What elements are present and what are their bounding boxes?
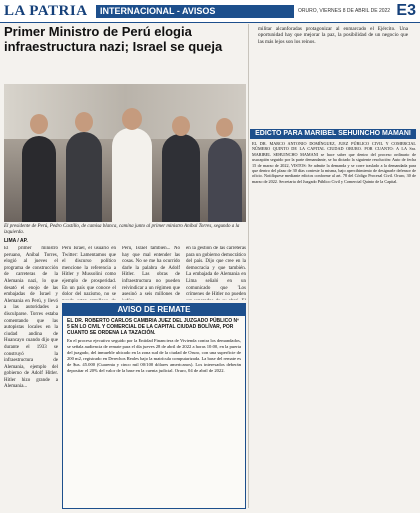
- masthead: [0, 0, 420, 23]
- remate-intro: EL DR. ROBERTO CARLOS CAMBRIA JUEZ DEL JUZGADO PÚBLICO Nº 5 EN LO CIVIL Y COMERCIAL DE LA CAPITAL CIUDAD BOLÍVAR, POR CUANTO SE ORDENA LA TAZACIÓN.: [67, 318, 239, 336]
- edicto-body: EL DR. MARCO ANTONIO DOMÍNGUEZ, JUEZ PÚBLICO CIVIL Y COMERCIAL NÚMERO QUINTO DE LA CAPITAL CIUDAD ORURO. POR CUANTO: A LA Sra. MARIBEL SEHUINCHO MAMANI se hace saber que dentro del proceso ordinario de usucapión seguido por la parte demandante, se ha dictado la siguiente resolución: Auto de fecha 15 de marzo de 2022, VISTOS: Se admite la demanda y se corre traslado a la demandada para que dentro del plazo de 30 días conteste la misma, bajo apercibimiento de designarle defensor de oficio. Notifíquese mediante edictos conforme al art. 78 del Código Procesal Civil. Oruro, 30 de marzo de 2022. Secretaria del Juzgado Público Civil y Comercial Quinto de la Capital.: [252, 141, 416, 184]
- article-column-2: Perú Israel, el usuario en Twitter: Lamentamos que el discurso político mencione la referencia a Hitler y Mussolini como ejemplo de prosperidad. En un país que conoce el dolor del nazismo, no se: [62, 246, 116, 298]
- article-column-3: Perú, Israel también... No hay que mal entender las cosas. No se me ha ocurrido darle la palabra de Adolf Hitler. Las obras de infraestructura no pueden reivindicar a un régimen que asesinó a seis millones de: [122, 246, 180, 298]
- article-column-4: en la gestión de las carreteras para un gobierno democrático del país. Dijo que cree en la democracia y que también. La embajada de Alemania en Lima señaló en un comunicado que 'Los crímenes de Hitler no pueden: [186, 246, 246, 298]
- column-divider: [248, 24, 249, 508]
- page-number: E3: [396, 2, 416, 19]
- newspaper-logo: LA PATRIA: [4, 3, 88, 19]
- article-intro-right: militar alcanforadas protagonizar al enmarcado el Ejército. Una oportunidad hay que mejorar la paz, la posibilidad de un negocio que las más lejos son los reinos.: [258, 26, 408, 45]
- article-column-1: El primer ministro peruano, Aníbal Torres, elogió al jueves el programa de construcción de carreteras de la Alemania nazi, lo que desató el enojo de las embajadas de Israel y Alemania en Perú, y llevó a las autoridades a disculparse. Torres estaba comentando que las autopistas locales en la ciudad andina de Huancayo cuando dijo que durante el 1933 se construyó la infraestructura de Alemania, ejemplo del gobierno de Adolf Hitler. Hitler hizo grande a Alemania...: [4, 246, 58, 390]
- remate-title: AVISO DE REMATE: [63, 304, 245, 316]
- remate-body: En el proceso ejecutivo seguido por la Entidad Financiera de Vivienda contra los demandados, se señala audiencia de remate para el día jueves 28 de abril de 2022 a horas 10:00, en la puerta del juzgado, del inmueble ubicado en la zona sud de la ciudad de Oruro, con una superficie de 200 m2, registrado en Derechos Reales bajo la matrícula computarizada. La base del remate es de $us. 45.000 (Cuarenta y cinco mil 00/100 dólares americanos). Los interesados deberán depositar el 20% del valor de la base en la cuenta judicial. Oruro, 04 de abril de 2022.: [67, 338, 241, 373]
- article-headline: Primer Ministro de Perú elogia infraestructura nazi; Israel se queja: [4, 24, 223, 54]
- edicto-title: EDICTO PARA MARIBEL SEHUINCHO MAMANI: [250, 129, 416, 139]
- dateline: ORURO, VIERNES 8 DE ABRIL DE 2022: [298, 8, 391, 14]
- remate-notice: [62, 303, 246, 509]
- section-label: INTERNACIONAL - AVISOS: [96, 5, 294, 18]
- photo-caption: El presidente de Perú, Pedro Castillo, de camisa blanca, camina junto al primer ministro Aníbal Torres, segundo a la izquierda.: [4, 224, 240, 235]
- news-photo: [4, 84, 246, 222]
- article-byline: LIMA / AP.: [4, 238, 28, 244]
